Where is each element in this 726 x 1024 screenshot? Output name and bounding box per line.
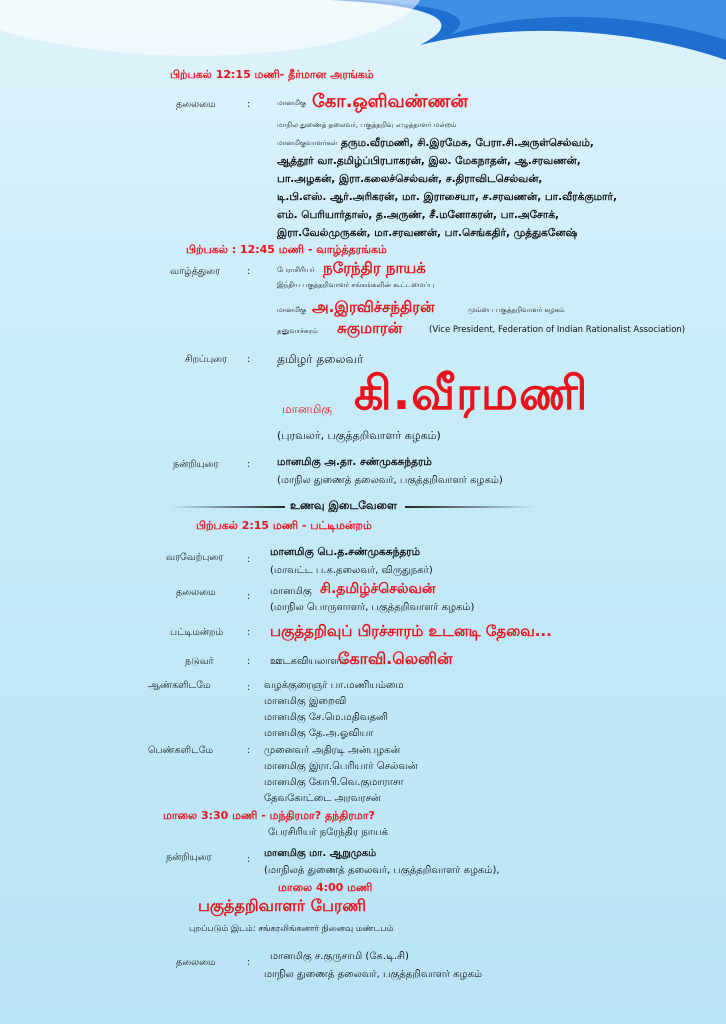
s3-chair-label: தலைமை — [176, 587, 216, 598]
s3-men-label: ஆண்களிடமே — [148, 680, 211, 691]
s3-debate-colon: : — [247, 627, 251, 638]
s1-speakers-line: டி.பி.எஸ். ஆர்.அரிகரன், மா. இராசையா, ச.சரவணன், பா.வீரக்குமார், — [277, 191, 617, 203]
s3-judge-name: கோவி.லெனின் — [338, 649, 453, 668]
s3-women-label: பெண்களிடமே — [148, 745, 214, 756]
s3-chair-role: (மாநில பொருளாளர், பகுத்தறிவாளர் கழகம்) — [270, 602, 475, 613]
s2-thanks-label: நன்றியுரை — [173, 459, 219, 470]
s2-thanks-name: மானமிகு அ.தா. சண்முகசுந்தரம் — [277, 456, 432, 468]
s3-welcome-name: மானமிகு பெ.த.சண்முகசுந்தரம் — [270, 546, 421, 558]
s3-men-item: வழக்குரைஞர் பா.மணியம்மை — [264, 680, 404, 691]
s1-label: தலைமை — [176, 99, 216, 110]
s4-thanks-colon: : — [247, 854, 251, 865]
s4-performer: பேரசிரியர் நரேந்திர நாயக் — [268, 827, 388, 838]
s2-colon: : — [247, 266, 251, 277]
s1-speakers-line: இரா.வேல்முருகன், மா.சரவணன், பா.செங்கதிர், முத்துகனேஷ் — [277, 227, 578, 239]
s2-special-title: தமிழர் தலைவர் — [277, 352, 364, 366]
s2-special-name: கி.வீரமணி — [354, 366, 589, 420]
s2-p2-prefix: மானமிகு — [277, 306, 307, 314]
s1-speakers-line: பா.அழகன், இரா.கலைச்செல்வன், ச.திராவிடசெல்வன், — [277, 173, 543, 185]
s1-prefix: மானமிகு — [277, 99, 307, 107]
s3-chair-prefix: மானமிகு — [270, 586, 312, 597]
s2-thanks-role: (மாநில துணைத் தலைவர், பகுத்தறிவாளர் கழகம்) — [277, 475, 503, 486]
s3-men-item: மானமிகு தே.அ.ஓவியா — [264, 728, 374, 739]
s3-men-item: மானமிகு சே.மெ.மதிவதனி — [264, 712, 388, 723]
s3-women-item: தேவகோட்டை அரவரசன் — [264, 793, 381, 804]
break-divider-left — [170, 506, 285, 508]
s5-chair-label: தலைமை — [176, 957, 216, 968]
s2-p2-role: மும்பை பகுத்தறிவாளர் கழகம் — [468, 306, 565, 314]
s5-heading: மாலை 4:00 மணி — [278, 881, 373, 894]
s1-speakers-prefix: மானமிகுவாளர்கள் — [277, 139, 338, 147]
break-divider-right — [405, 506, 535, 508]
s2-special-prefix: மானமிகு — [282, 402, 332, 416]
s2-p1-prefix: பேராசிரியர் — [277, 266, 315, 274]
s2-heading-time: பிற்பகல் : 12:45 மணி - வாழ்த்தரங்கம் — [186, 243, 387, 256]
s2-p3-role: (Vice President, Federation of Indian Rationalist Association) — [429, 325, 686, 335]
s3-debate-topic: பகுத்தறிவுப் பிரச்சாரம் உடனடி தேவை... — [270, 622, 552, 640]
s3-women-item: முனைவர் அதிரடி அன்பழகன் — [264, 745, 401, 756]
s1-role: மாநில துணைத் தலைவர், பகுத்தறிவு எழுத்தாளர் மன்றம் — [277, 121, 457, 129]
s1-colon: : — [247, 99, 251, 110]
s1-speakers-line: ஆத்தூர் வா.தமிழ்ப்பிரபாகரன், இல. மேகநாதன், ஆ.சரவணன், — [277, 155, 581, 167]
s4-thanks-name: மானமிகு மா. ஆறுமுகம் — [264, 848, 377, 859]
s3-welcome-colon: : — [247, 554, 251, 565]
s5-chair-colon: : — [247, 957, 251, 968]
s2-p1-role: இந்திய பகுத்தறிவாளர் சங்கங்களின் கூட்டமைப்பு — [277, 281, 435, 289]
s2-p2-name: அ.இரவிச்சந்திரன் — [312, 298, 435, 316]
s3-judge-prefix: ஊடகவியலாளர் — [270, 656, 345, 667]
s2-p3-prefix: தனுவாச்சுரம் — [277, 327, 318, 335]
s5-start: புறப்படும் இடம்: சங்கரலிங்கனார் நினைவு மண்டபம் — [189, 924, 394, 934]
s4-thanks-label: நன்றியுரை — [166, 852, 212, 863]
s2-special-role: (புரவலர், பகுத்தறிவாளர் கழகம்) — [277, 429, 441, 442]
s3-women-item: மானமிகு இரா.பெரியார் செல்வன் — [264, 761, 418, 772]
s2-thanks-colon: : — [247, 459, 251, 470]
s5-chair-name: மானமிகு ச.குருசாமி (கே.டி.சி) — [270, 951, 409, 962]
s3-judge-colon: : — [247, 656, 251, 667]
s3-welcome-role: (மாவட்ட ப.க.தலைவர், விருதுநகர்) — [270, 565, 433, 576]
s1-speakers-line: எம். பெரியார்தாஸ், த.அருண், சீ.மனோகரன், பா.அசோக், — [277, 209, 560, 221]
s3-men-colon: : — [247, 682, 251, 693]
s3-chair-colon: : — [247, 591, 251, 602]
s2-special-label: சிறப்புரை — [185, 354, 227, 365]
s3-heading: பிற்பகல் 2:15 மணி - பட்டிமன்றம் — [196, 519, 372, 532]
s3-women-item: மானமிகு கோபி.வெ.குமாராசா — [264, 777, 404, 788]
s1-heading: பிற்பகல் 12:15 மணி- தீர்மான அரங்கம் — [170, 68, 374, 81]
s3-welcome-label: வரவேற்புரை — [166, 552, 224, 563]
s3-debate-label: பட்டிமன்றம் — [170, 627, 224, 638]
s2-p1-name: நரேந்திர நாயக் — [323, 259, 426, 277]
s4-thanks-role: (மாநிலத் துணைத் தலைவர், பகுத்தறிவாளர் கழகம்), — [264, 865, 500, 876]
s1-speakers-line: தரும.வீரமணி, சி.இரமேசு, பேரா.சி.அருள்செல்வம், — [341, 137, 594, 149]
s2-p3-name: சுகுமாரன் — [337, 319, 403, 337]
s3-chair-name: சி.தமிழ்ச்செல்வன் — [320, 581, 436, 597]
s4-heading: மாலை 3:30 மணி - மந்திரமா? தந்திரமா? — [163, 809, 375, 822]
s2-special-colon: : — [247, 354, 251, 365]
s3-men-item: மானமிகு இறைவி — [264, 696, 347, 707]
s5-chair-role: மாநில துணைத் தலைவர், பகுத்தறிவாளர் கழகம் — [264, 969, 483, 980]
s3-judge-label: நடுவர் — [185, 656, 214, 667]
s3-women-colon: : — [247, 745, 251, 756]
s5-title: பகுத்தறிவாளர் பேரணி — [198, 896, 367, 915]
s2-label: வாழ்த்துரை — [170, 266, 221, 277]
s1-name: கோ.ஒளிவண்ணன் — [312, 91, 469, 112]
break-label: உணவு இடைவேளை — [290, 499, 397, 512]
